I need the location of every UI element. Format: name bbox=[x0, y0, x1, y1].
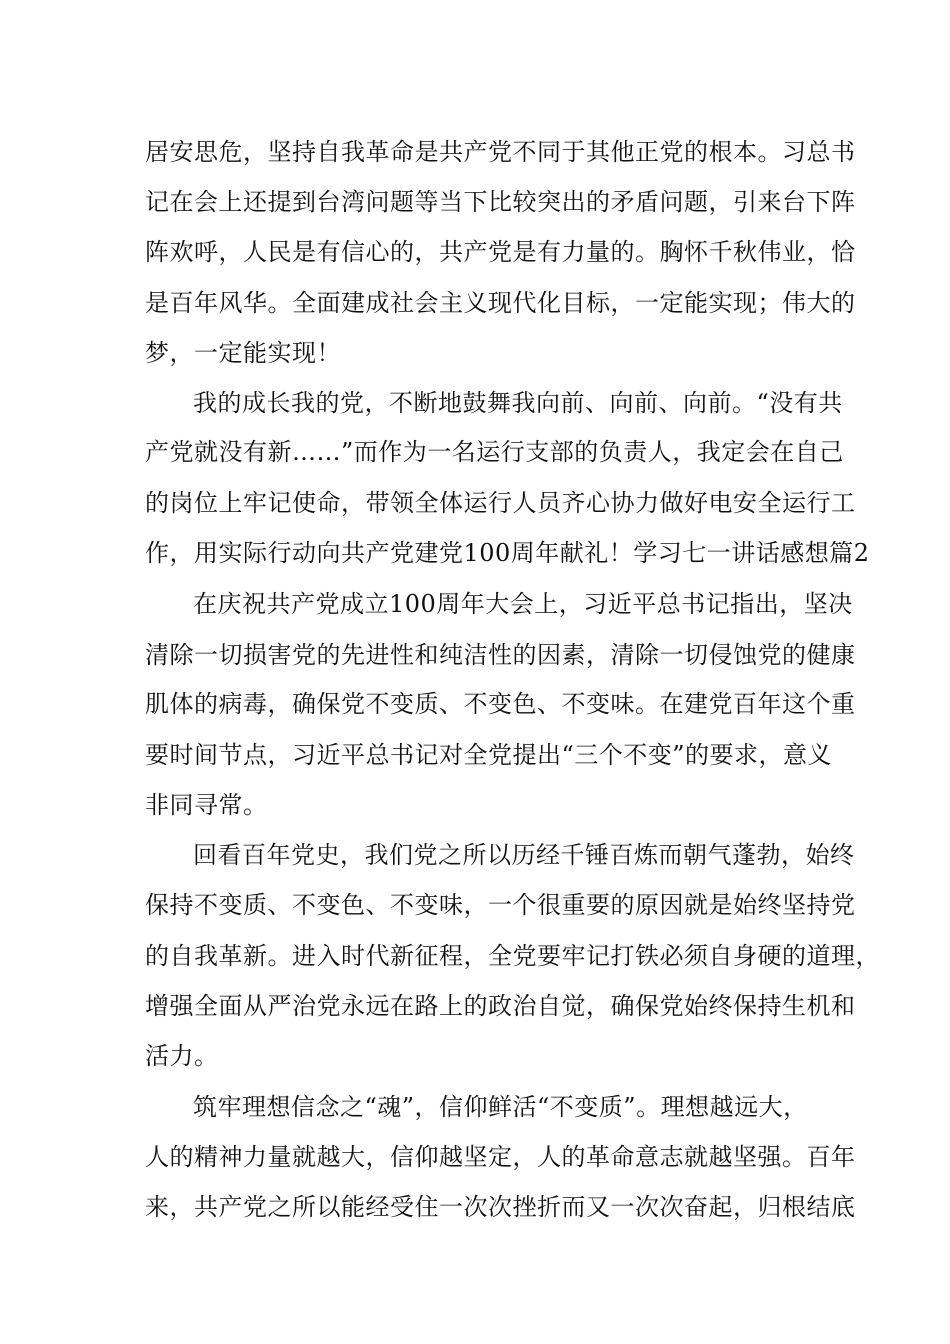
text-line: 的自我革新。进入时代新征程，全党要牢记打铁必须自身硬的道理， bbox=[145, 942, 880, 970]
text-line: 要时间节点，习近平总书记对全党提出“三个不变”的要求，意义 bbox=[145, 741, 833, 769]
text-line: 产党就没有新……”而作为一名运行支部的负责人，我定会在自己 bbox=[145, 438, 844, 466]
text-line: 活力。 bbox=[145, 1042, 219, 1070]
text-line: 人的精神力量就越大，信仰越坚定，人的革命意志就越坚强。百年 bbox=[145, 1143, 856, 1171]
text-line: 阵欢呼，人民是有信心的，共产党是有力量的。胸怀千秋伟业，恰 bbox=[145, 238, 856, 266]
text-line: 筑牢理想信念之“魂”，信仰鲜活“不变质”。理想越远大， bbox=[193, 1093, 808, 1121]
text-line: 非同寻常。 bbox=[145, 791, 268, 819]
text-line: 肌体的病毒，确保党不变质、不变色、不变味。在建党百年这个重 bbox=[145, 690, 856, 718]
text-line: 增强全面从严治党永远在路上的政治自觉，确保党始终保持生机和 bbox=[145, 992, 856, 1020]
text-line: 来，共产党之所以能经受住一次次挫折而又一次次奋起，归根结底 bbox=[145, 1193, 856, 1221]
text-line: 清除一切损害党的先进性和纯洁性的因素，清除一切侵蚀党的健康 bbox=[145, 641, 856, 669]
text-line: 我的成长我的党，不断地鼓舞我向前、向前、向前。“没有共 bbox=[193, 389, 843, 417]
text-line: 记在会上还提到台湾问题等当下比较突出的矛盾问题，引来台下阵 bbox=[145, 188, 856, 216]
text-line: 作，用实际行动向共产党建党100周年献礼！学习七一讲话感想篇2 bbox=[145, 539, 870, 567]
text-line: 在庆祝共产党成立100周年大会上，习近平总书记指出，坚决 bbox=[193, 590, 853, 618]
text-line: 梦，一定能实现！ bbox=[145, 339, 341, 367]
text-line: 保持不变质、不变色、不变味，一个很重要的原因就是始终坚持党 bbox=[145, 891, 856, 919]
text-line: 的岗位上牢记使命，带领全体运行人员齐心协力做好电安全运行工 bbox=[145, 489, 856, 517]
text-line: 是百年风华。全面建成社会主义现代化目标，一定能实现；伟大的 bbox=[145, 289, 856, 317]
text-line: 回看百年党史，我们党之所以历经千锤百炼而朝气蓬勃，始终 bbox=[193, 841, 855, 869]
text-line: 居安思危，坚持自我革命是共产党不同于其他正党的根本。习总书 bbox=[145, 138, 856, 166]
